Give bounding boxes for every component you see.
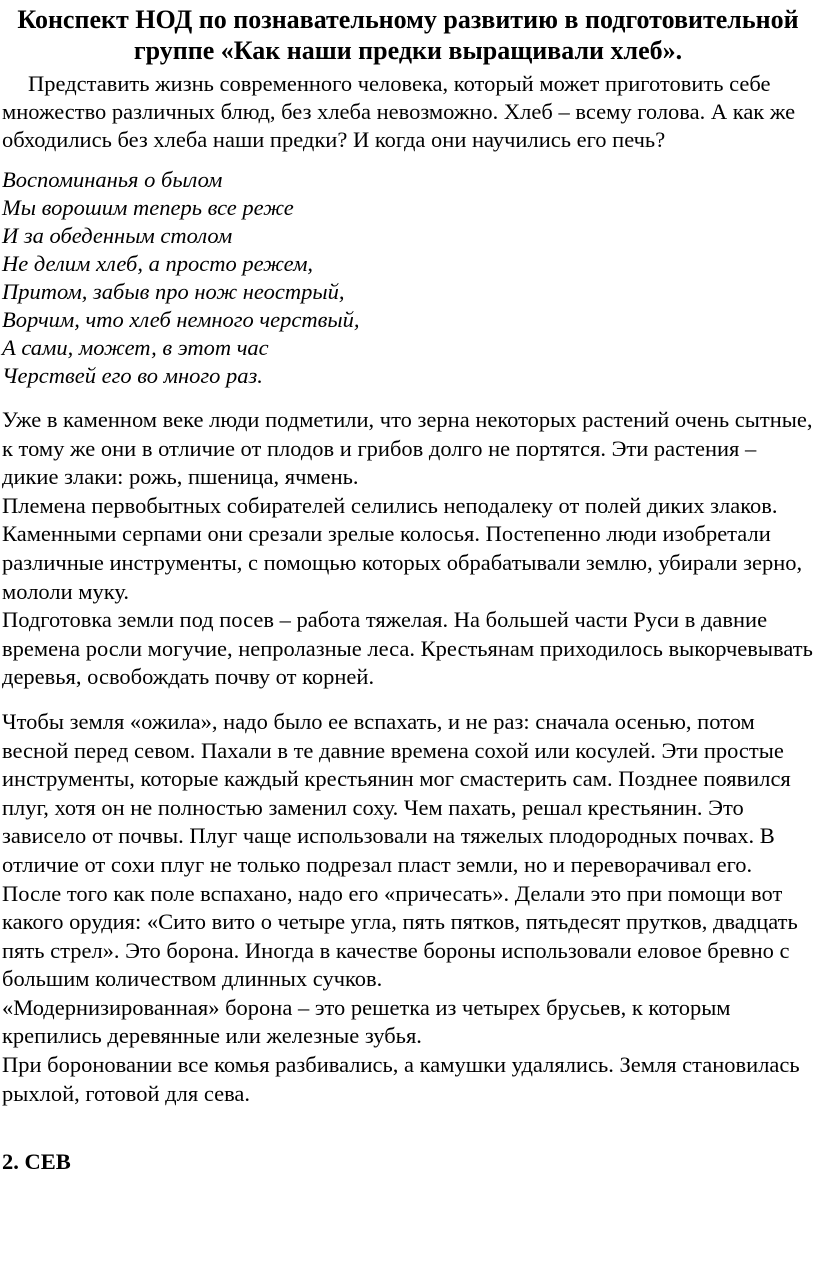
paragraph: Чтобы земля «ожила», надо было ее вспахать, и не раз: сначала осенью, потом весной перед севом. Пахали в те давние времена сохой или косулей. Эти простые инструменты, которые каждый крестьянин мог смастерить сам. Позднее появился плуг, хотя он не полностью заменил соху. Чем пахать, решал крестьянин. Это зависело от почвы. Плуг чаще использовали на тяжелых плодородных почвах. В отличие от сохи плуг не только подрезал пласт земли, но и переворачивал его. xyxy=(2,708,791,877)
poem-line: Мы ворошим теперь все реже xyxy=(2,195,294,220)
poem xyxy=(2,166,814,390)
paragraph: «Модернизированная» борона – это решетка из четырех брусьев, к которым крепились деревянные или железные зубья. xyxy=(2,994,731,1049)
poem-line: А сами, может, в этот час xyxy=(2,335,269,360)
paragraph: При бороновании все комья разбивались, а камушки удалялись. Земля становилась рыхлой, готовой для сева. xyxy=(2,1052,800,1106)
text-block-stone-age xyxy=(2,406,814,692)
paragraph: Подготовка земли под посев – работа тяжелая. На большей части Руси в давние времена росли могучие, непролазные леса. Крестьянам приходилось выкорчевывать деревья, освобождать почву от корней. xyxy=(2,607,813,690)
document-title: Конспект НОД по познавательному развитию в подготовительной группе «Как наши предки выращивали хлеб». xyxy=(17,5,799,65)
poem-line: Черствей его во много раз. xyxy=(2,363,263,388)
poem-line: Притом, забыв про нож неострый, xyxy=(2,279,345,304)
section-heading: 2. СЕВ xyxy=(2,1149,71,1175)
paragraph: После того как поле вспахано, надо его «причесать». Делали это при помощи вот какого орудия: «Сито вито о четыре угла, пять пятков, пятьдесят прутков, двадцать пять стрел». Это борона. Иногда в качестве бороны использовали еловое бревно с большим количеством длинных сучков. xyxy=(2,880,798,992)
paragraph: Племена первобытных собирателей селились неподалеку от полей диких злаков. Каменными серпами они срезали зрелые колосья. Постепенно люди изобретали различные инструменты, с помощью которых обрабатывали землю, убирали зерно, мололи муку. xyxy=(2,492,803,604)
paragraph: Уже в каменном веке люди подметили, что зерна некоторых растений очень сытные, к тому же они в отличие от плодов и грибов долго не портятся. Эти растения – дикие злаки: рожь, пшеница, ячмень. xyxy=(2,407,813,490)
poem-line: И за обеденным столом xyxy=(2,223,233,248)
text-block-ploughing xyxy=(2,708,814,1108)
poem-line: Воспоминанья о былом xyxy=(2,167,223,192)
poem-line: Не делим хлеб, а просто режем, xyxy=(2,251,314,276)
intro-paragraph: Представить жизнь современного человека, который может приготовить себе множество различных блюд, без хлеба невозможно. Хлеб – всему голова. А как же обходились без хлеба наши предки? И когда они научились его печь? xyxy=(2,71,796,152)
poem-line: Ворчим, что хлеб немного черствый, xyxy=(2,307,360,332)
